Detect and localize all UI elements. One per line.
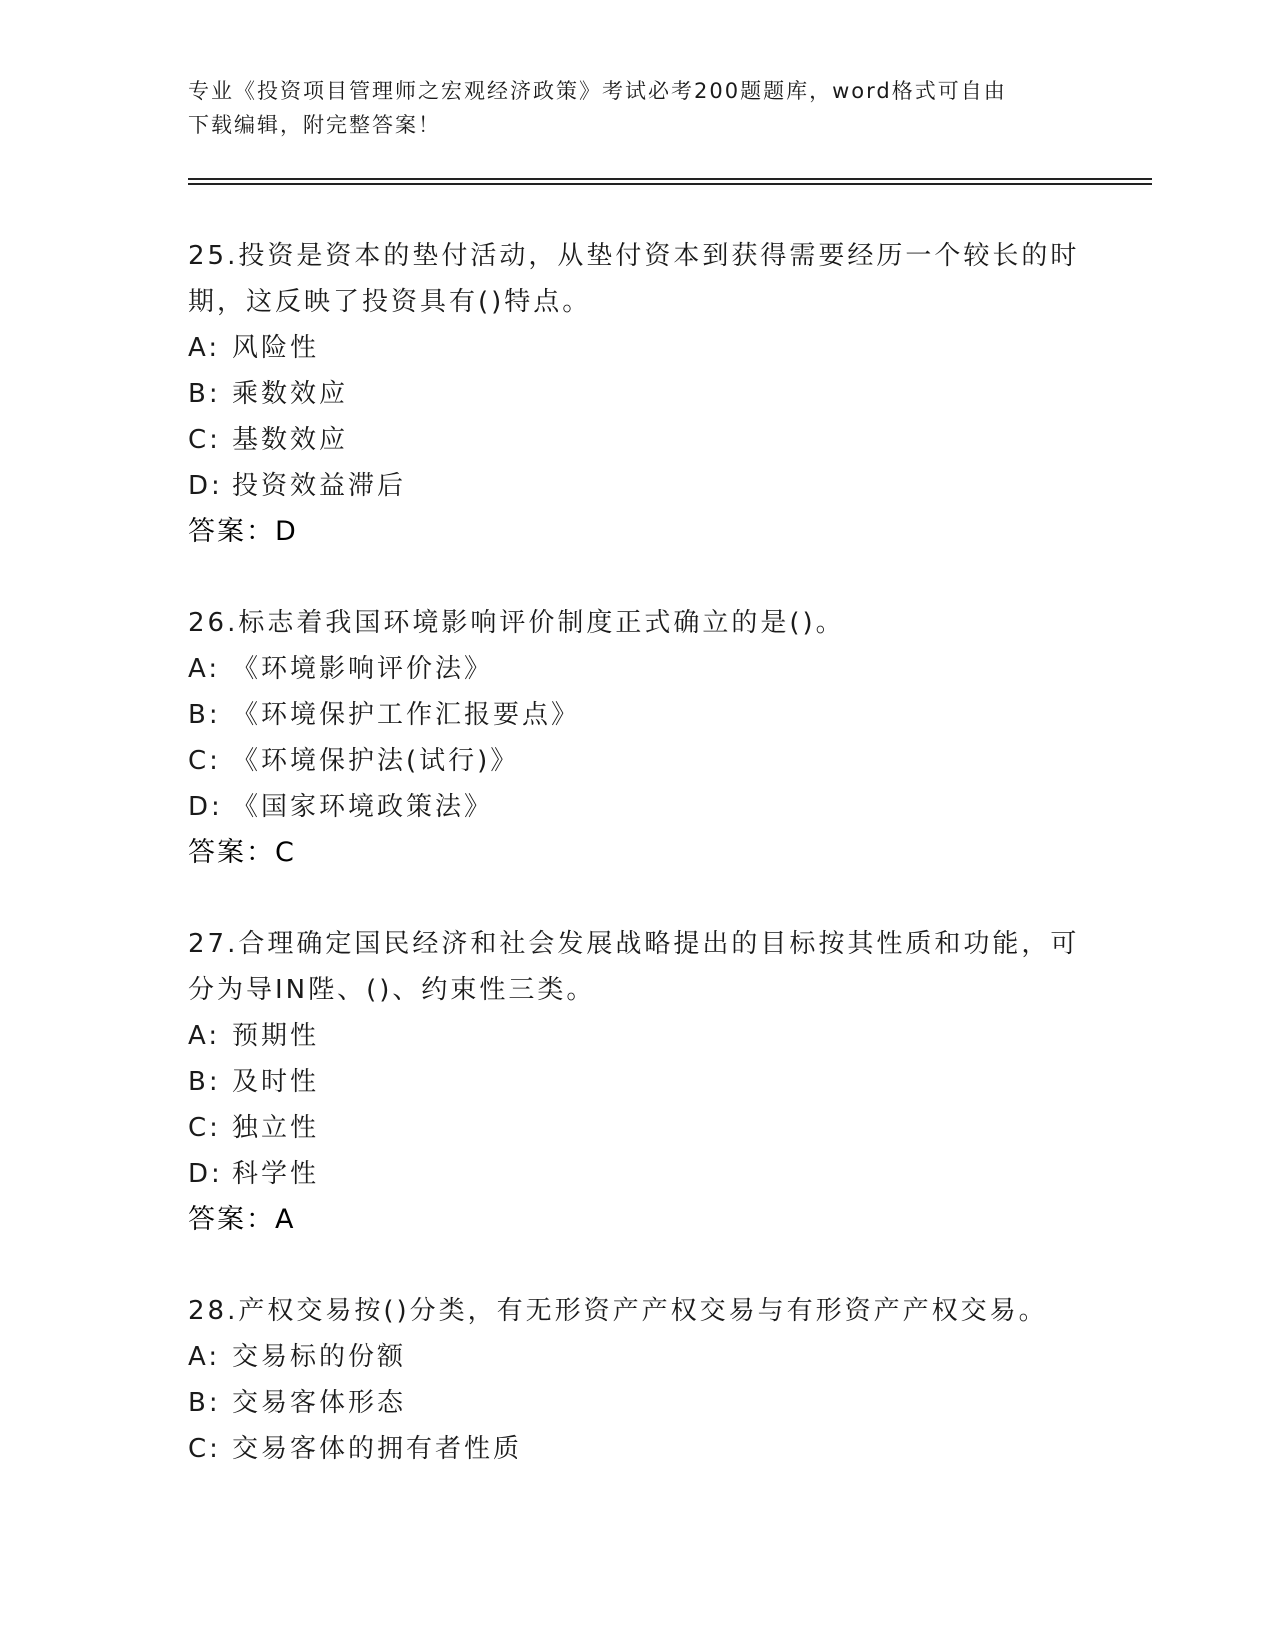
option-key: A: <box>188 333 221 363</box>
option-a <box>188 1013 1088 1059</box>
option-key: D: <box>188 471 223 501</box>
header-line-2: 下载编辑，附完整答案！ <box>188 113 441 137</box>
option-b <box>188 692 1088 738</box>
option-key: C: <box>188 425 221 455</box>
option-text: 交易客体的拥有者性质 <box>232 1434 523 1464</box>
question-25 <box>188 233 1088 555</box>
header-line-1: 专业《投资项目管理师之宏观经济政策》考试必考200题题库，word格式可自由 <box>188 79 1007 103</box>
question-26 <box>188 600 1088 876</box>
question-stem-line: 27.合理确定国民经济和社会发展战略提出的目标按其性质和功能，可 <box>188 929 1080 959</box>
option-text: 交易标的份额 <box>232 1342 407 1372</box>
question-stem-line: 25.投资是资本的垫付活动，从垫付资本到获得需要经历一个较长的时 <box>188 241 1080 271</box>
option-key: A: <box>188 1342 221 1372</box>
option-c <box>188 1105 1088 1151</box>
option-d <box>188 463 1088 509</box>
option-text: 《环境保护工作汇报要点》 <box>232 700 581 730</box>
option-a <box>188 325 1088 371</box>
question-27 <box>188 921 1088 1243</box>
document-header <box>188 74 1088 142</box>
option-key: A: <box>188 1021 221 1051</box>
option-text: 投资效益滞后 <box>232 471 407 501</box>
option-text: 《环境影响评价法》 <box>232 654 494 684</box>
option-a <box>188 646 1088 692</box>
option-text: 及时性 <box>232 1067 320 1097</box>
option-b <box>188 1059 1088 1105</box>
option-key: B: <box>188 379 221 409</box>
option-key: C: <box>188 1434 221 1464</box>
header-divider-top <box>188 178 1152 180</box>
question-stem-line: 期，这反映了投资具有()特点。 <box>188 287 592 317</box>
option-key: D: <box>188 792 223 822</box>
question-stem-line: 分为导IN陛、()、约束性三类。 <box>188 975 596 1005</box>
question-stem-line: 26.标志着我国环境影响评价制度正式确立的是()。 <box>188 608 845 638</box>
option-key: C: <box>188 746 221 776</box>
option-text: 《环境保护法(试行)》 <box>232 746 520 776</box>
answer-line: 答案：C <box>188 837 296 868</box>
question-list <box>188 233 1088 1517</box>
option-text: 风险性 <box>232 333 320 363</box>
option-key: A: <box>188 654 221 684</box>
option-key: B: <box>188 1388 221 1418</box>
option-d <box>188 1151 1088 1197</box>
option-text: 预期性 <box>232 1021 320 1051</box>
option-d <box>188 784 1088 830</box>
answer-line: 答案：D <box>188 516 298 547</box>
question-stem-line: 28.产权交易按()分类，有无形资产产权交易与有形资产产权交易。 <box>188 1296 1048 1326</box>
option-key: B: <box>188 1067 221 1097</box>
option-c <box>188 417 1088 463</box>
option-key: D: <box>188 1159 223 1189</box>
option-c <box>188 738 1088 784</box>
option-text: 科学性 <box>232 1159 320 1189</box>
option-a <box>188 1334 1088 1380</box>
option-text: 乘数效应 <box>232 379 349 409</box>
option-c <box>188 1426 1088 1472</box>
question-28 <box>188 1288 1088 1472</box>
option-b <box>188 1380 1088 1426</box>
option-text: 交易客体形态 <box>232 1388 407 1418</box>
option-text: 《国家环境政策法》 <box>232 792 494 822</box>
answer-line: 答案：A <box>188 1204 296 1235</box>
option-text: 独立性 <box>232 1113 320 1143</box>
option-key: B: <box>188 700 221 730</box>
option-b <box>188 371 1088 417</box>
option-key: C: <box>188 1113 221 1143</box>
header-divider-bottom <box>188 183 1152 185</box>
option-text: 基数效应 <box>232 425 349 455</box>
